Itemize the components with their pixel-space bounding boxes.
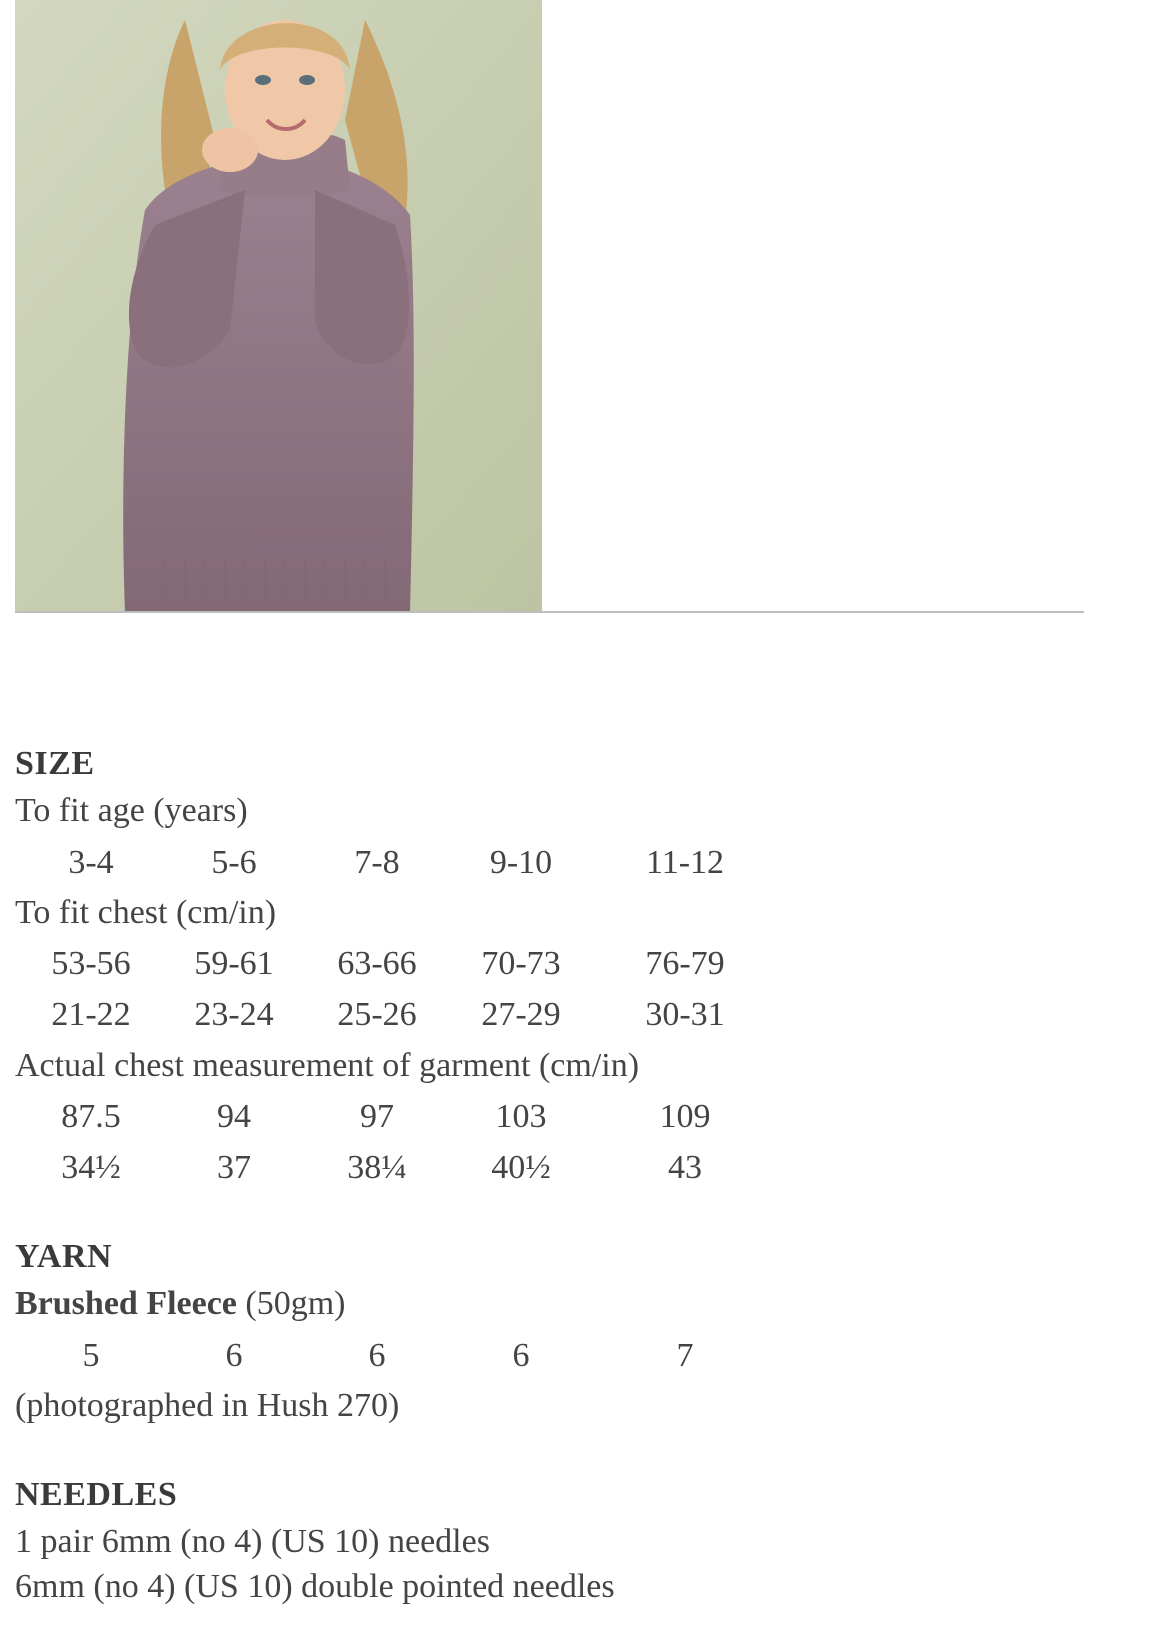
actual-cm-cell: 103 — [495, 1098, 547, 1135]
needles-line: 6mm (no 4) (US 10) double pointed needles — [15, 1568, 615, 1605]
divider-rule — [15, 611, 1084, 613]
chest-in-cell: 27-29 — [481, 996, 561, 1033]
yarn-ball-cell: 6 — [512, 1337, 530, 1374]
age-cell: 3-4 — [68, 844, 114, 881]
actual-in-cell: 34½ — [61, 1149, 121, 1186]
yarn-name: Brushed Fleece — [15, 1285, 237, 1322]
chest-label: To fit chest (cm/in) — [15, 894, 277, 931]
yarn-ball-cell: 6 — [225, 1337, 243, 1374]
chest-in-row — [0, 995, 800, 1035]
chest-in-cell: 30-31 — [645, 996, 725, 1033]
needles-line: 1 pair 6mm (no 4) (US 10) needles — [15, 1523, 490, 1560]
chest-in-cell: 21-22 — [51, 996, 131, 1033]
actual-chest-label: Actual chest measurement of garment (cm/in) — [15, 1047, 640, 1084]
yarn-ball-cell: 6 — [368, 1337, 386, 1374]
age-cell: 9-10 — [489, 844, 553, 881]
chest-cm-cell: 76-79 — [645, 945, 725, 982]
actual-cm-cell: 97 — [360, 1098, 394, 1135]
actual-cm-cell: 109 — [659, 1098, 711, 1135]
yarn-line — [15, 1284, 346, 1324]
actual-in-cell: 38¼ — [347, 1149, 407, 1186]
actual-in-cell: 43 — [668, 1149, 702, 1186]
actual-in-cell: 40½ — [491, 1149, 551, 1186]
yarn-ball-cell: 7 — [676, 1337, 694, 1374]
chest-cm-cell: 53-56 — [51, 945, 131, 982]
actual-cm-cell: 94 — [217, 1098, 251, 1135]
size-heading: SIZE — [15, 745, 95, 782]
actual-in-row — [0, 1148, 800, 1188]
age-cell: 11-12 — [645, 844, 725, 881]
product-photo — [15, 0, 542, 612]
chest-cm-cell: 59-61 — [194, 945, 274, 982]
age-cell: 5-6 — [211, 844, 257, 881]
yarn-weight: (50gm) — [245, 1285, 346, 1322]
yarn-heading: YARN — [15, 1238, 113, 1275]
yarn-ball-cell: 5 — [82, 1337, 100, 1374]
chest-in-cell: 25-26 — [337, 996, 417, 1033]
yarn-balls-row — [0, 1336, 800, 1376]
needles-heading: NEEDLES — [15, 1476, 178, 1513]
chest-cm-cell: 70-73 — [481, 945, 561, 982]
ages-row — [0, 843, 800, 883]
chest-cm-row — [0, 944, 800, 984]
chest-cm-cell: 63-66 — [337, 945, 417, 982]
actual-cm-row — [0, 1097, 800, 1137]
age-cell: 7-8 — [354, 844, 400, 881]
age-label: To fit age (years) — [15, 792, 248, 829]
actual-in-cell: 37 — [217, 1149, 251, 1186]
yarn-note: (photographed in Hush 270) — [15, 1387, 400, 1424]
chest-in-cell: 23-24 — [194, 996, 274, 1033]
actual-cm-cell: 87.5 — [61, 1098, 121, 1135]
